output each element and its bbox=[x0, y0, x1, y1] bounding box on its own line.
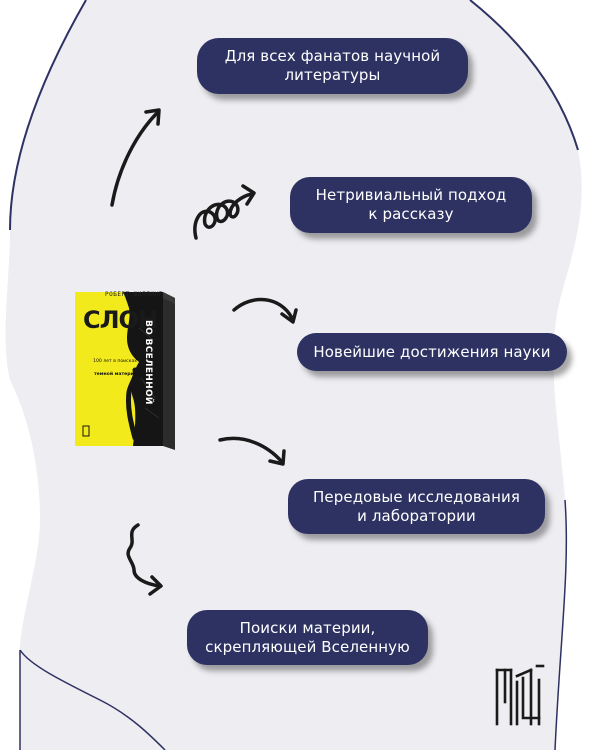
feature-label: Передовые исследования и лаборатории bbox=[313, 487, 520, 525]
feature-label: Поиски материи, скрепляющей Вселенную bbox=[205, 618, 410, 656]
book-title: СЛОН bbox=[83, 306, 158, 334]
book-subtitle: 100 лет в поисках bbox=[93, 359, 137, 364]
feature-pill-3 bbox=[297, 333, 567, 371]
feature-pill-2 bbox=[290, 177, 532, 233]
book-subtitle-bold: темной материи bbox=[93, 372, 137, 377]
feature-label: Для всех фанатов научной литературы bbox=[224, 47, 441, 84]
feature-label: Нетривиальный подход к рассказу bbox=[315, 186, 507, 223]
book-cover bbox=[75, 288, 185, 450]
publisher-logo-icon bbox=[493, 662, 546, 727]
feature-label: Новейшие достижения науки bbox=[313, 342, 551, 361]
book-author: РОБЕРТ ШИЛЛИНГ bbox=[105, 291, 163, 298]
feature-pill-1 bbox=[197, 38, 468, 94]
feature-pill-4 bbox=[288, 479, 545, 534]
feature-pill-5 bbox=[187, 610, 428, 665]
book-title-vertical: ВО ВСЕЛЕННОЙ bbox=[143, 320, 153, 405]
